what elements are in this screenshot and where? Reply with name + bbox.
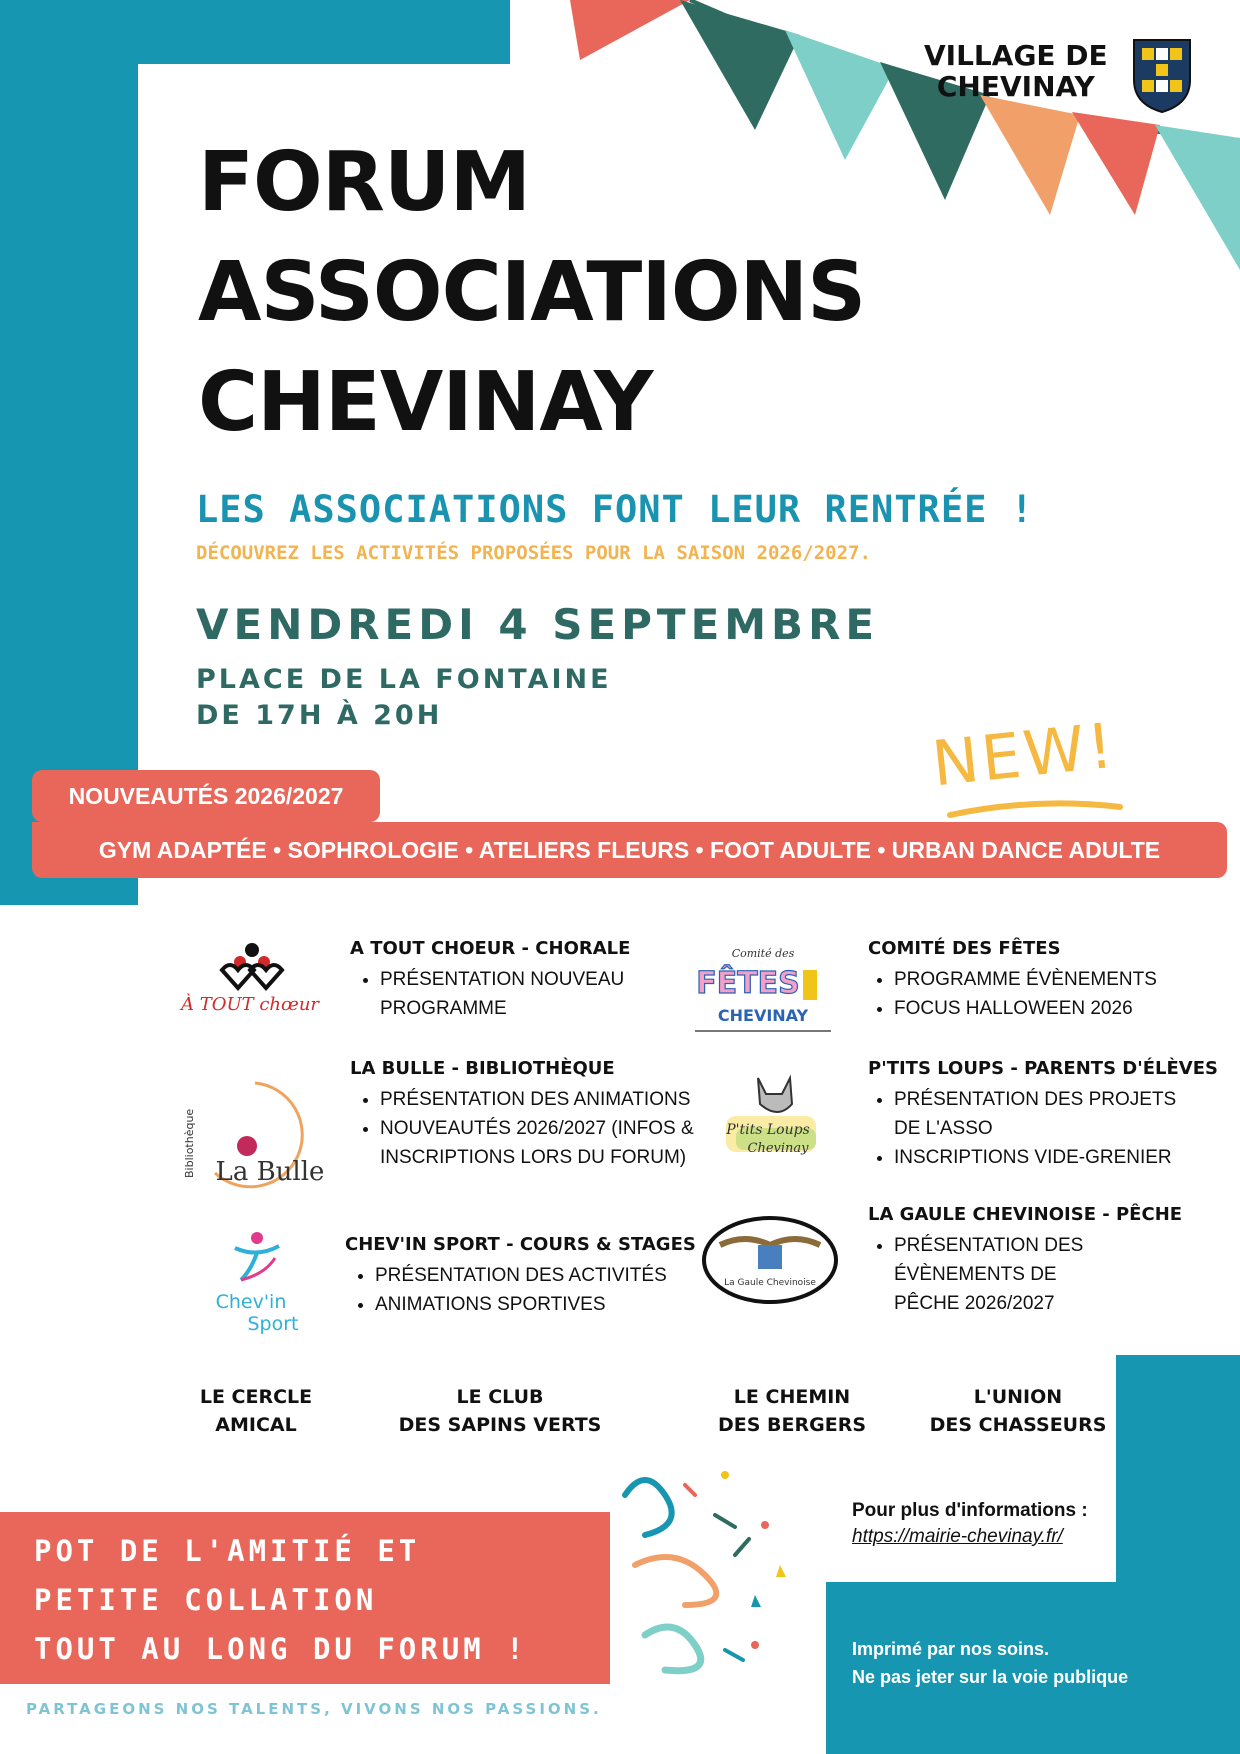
comite-logo-text: FÊTES: [696, 966, 800, 1001]
new-underline-icon: [945, 795, 1125, 825]
association-title: A TOUT CHOEUR - CHORALE: [350, 938, 631, 959]
other-association-union-chasseurs: [908, 1383, 1128, 1439]
la-bulle-logo: [185, 1078, 325, 1193]
chevin-sport-logo: [195, 1228, 325, 1338]
other-association-club-sapins: [390, 1383, 610, 1439]
association-la-gaule: [868, 1204, 1182, 1318]
ptits-loups-logo-text: P'tits Loups: [726, 1122, 810, 1138]
association-bullet: • PRÉSENTATION DES ANIMATIONS: [380, 1085, 720, 1114]
nouveautes-list: GYM ADAPTÉE • SOPHROLOGIE • ATELIERS FLEURS • FOOT ADULTE • URBAN DANCE ADULTE: [32, 822, 1227, 878]
nouveautes-label: NOUVEAUTÉS 2026/2027: [32, 770, 380, 822]
chevin-sport-logo-text1: Chev'in: [215, 1291, 287, 1313]
title-line2: ASSOCIATIONS: [198, 245, 866, 340]
association-bullet: • PROGRAMME ÉVÈNEMENTS: [894, 965, 1157, 994]
la-bulle-logo-small: Bibliothèque: [183, 1108, 196, 1178]
new-badge: NEW!: [928, 708, 1120, 801]
other-association-cercle-amical: [146, 1383, 366, 1439]
association-comite-des-fetes: [868, 938, 1157, 1023]
subtitle: LES ASSOCIATIONS FONT LEUR RENTRÉE !: [196, 488, 1034, 531]
association-ptits-loups: [868, 1058, 1218, 1172]
association-bullet: • PRÉSENTATION DES ÉVÈNEMENTS DE PÊCHE 2026/2027: [894, 1231, 1124, 1318]
a-tout-choeur-logo-text: À TOUT chœur: [180, 994, 320, 1015]
association-bullet: • FOCUS HALLOWEEN 2026: [894, 994, 1157, 1023]
association-bullet: • ANIMATIONS SPORTIVES: [375, 1290, 696, 1319]
chevin-sport-logo-text2: Sport: [247, 1313, 299, 1335]
other-association-line1: LE CLUB: [456, 1386, 544, 1408]
association-bullet: • PRÉSENTATION DES ACTIVITÉS: [375, 1261, 696, 1290]
other-association-line2: AMICAL: [215, 1414, 297, 1436]
other-association-line1: LE CERCLE: [199, 1386, 313, 1408]
event-place-hours: [196, 662, 612, 734]
association-title: LA BULLE - BIBLIOTHÈQUE: [350, 1058, 615, 1079]
pot-amitie-message: [34, 1527, 528, 1674]
confetti-icon: [605, 1455, 820, 1685]
comite-logo-text2: CHEVINAY: [717, 1006, 809, 1025]
other-association-line2: DES SAPINS VERTS: [398, 1414, 602, 1436]
printed-line1: Imprimé par nos soins.: [852, 1639, 1050, 1659]
association-title: COMITÉ DES FÊTES: [868, 938, 1061, 959]
season-subtitle: DÉCOUVREZ LES ACTIVITÉS PROPOSÉES POUR LA SAISON 2026/2027.: [196, 542, 871, 564]
pot-line1: POT DE L'AMITIÉ ET: [34, 1534, 421, 1568]
logo-line1: VILLAGE DE: [924, 39, 1108, 72]
page-title: [198, 128, 865, 458]
ptits-loups-logo-text2: Chevinay: [747, 1141, 809, 1156]
other-association-chemin-bergers: [682, 1383, 902, 1439]
association-bullet: • PRÉSENTATION NOUVEAU PROGRAMME: [380, 965, 640, 1023]
printed-line2: Ne pas jeter sur la voie publique: [852, 1667, 1129, 1687]
a-tout-choeur-logo: [180, 940, 320, 1020]
la-gaule-logo: [700, 1215, 840, 1305]
association-bullet: • PRÉSENTATION DES PROJETS DE L'ASSO: [894, 1085, 1184, 1143]
title-line3: CHEVINAY: [198, 355, 653, 450]
logo-line2: CHEVINAY: [936, 70, 1095, 103]
association-title: P'TITS LOUPS - PARENTS D'ÉLÈVES: [868, 1058, 1218, 1079]
association-title: LA GAULE CHEVINOISE - PÊCHE: [868, 1204, 1183, 1225]
association-la-bulle: [350, 1058, 720, 1172]
association-a-tout-choeur: [350, 938, 640, 1023]
printed-notice: [852, 1635, 1128, 1691]
association-bullet: • NOUVEAUTÉS 2026/2027 (INFOS & INSCRIPTIONS LORS DU FORUM): [380, 1114, 720, 1172]
title-line1: FORUM: [198, 135, 531, 230]
event-date: VENDREDI 4 SEPTEMBRE: [196, 600, 880, 649]
association-bullet: • INSCRIPTIONS VIDE-GRENIER: [894, 1143, 1184, 1172]
event-hours: DE 17H À 20H: [196, 700, 443, 731]
comite-logo-top: Comité des: [731, 947, 795, 960]
info-label: Pour plus d'informations :: [852, 1500, 1088, 1521]
ptits-loups-logo: [708, 1068, 828, 1168]
other-association-line1: L'UNION: [973, 1386, 1063, 1408]
slogan: PARTAGEONS NOS TALENTS, VIVONS NOS PASSIONS.: [26, 1700, 602, 1718]
other-association-line2: DES CHASSEURS: [929, 1414, 1107, 1436]
comite-des-fetes-logo: [693, 945, 833, 1035]
association-chevin-sport: [345, 1234, 696, 1319]
coat-of-arms-icon: [1132, 38, 1192, 114]
la-bulle-logo-text: La Bulle: [215, 1157, 325, 1187]
la-gaule-logo-text: La Gaule Chevinoise: [724, 1278, 816, 1288]
pot-line3: TOUT AU LONG DU FORUM !: [34, 1632, 528, 1666]
website-link[interactable]: https://mairie-chevinay.fr/: [852, 1526, 1063, 1547]
other-association-line1: LE CHEMIN: [733, 1386, 851, 1408]
pot-line2: PETITE COLLATION: [34, 1583, 378, 1617]
association-title: CHEV'IN SPORT - COURS & STAGES: [345, 1234, 696, 1255]
event-place: PLACE DE LA FONTAINE: [196, 664, 612, 695]
other-association-line2: DES BERGERS: [717, 1414, 867, 1436]
village-logo-text: [924, 40, 1108, 102]
